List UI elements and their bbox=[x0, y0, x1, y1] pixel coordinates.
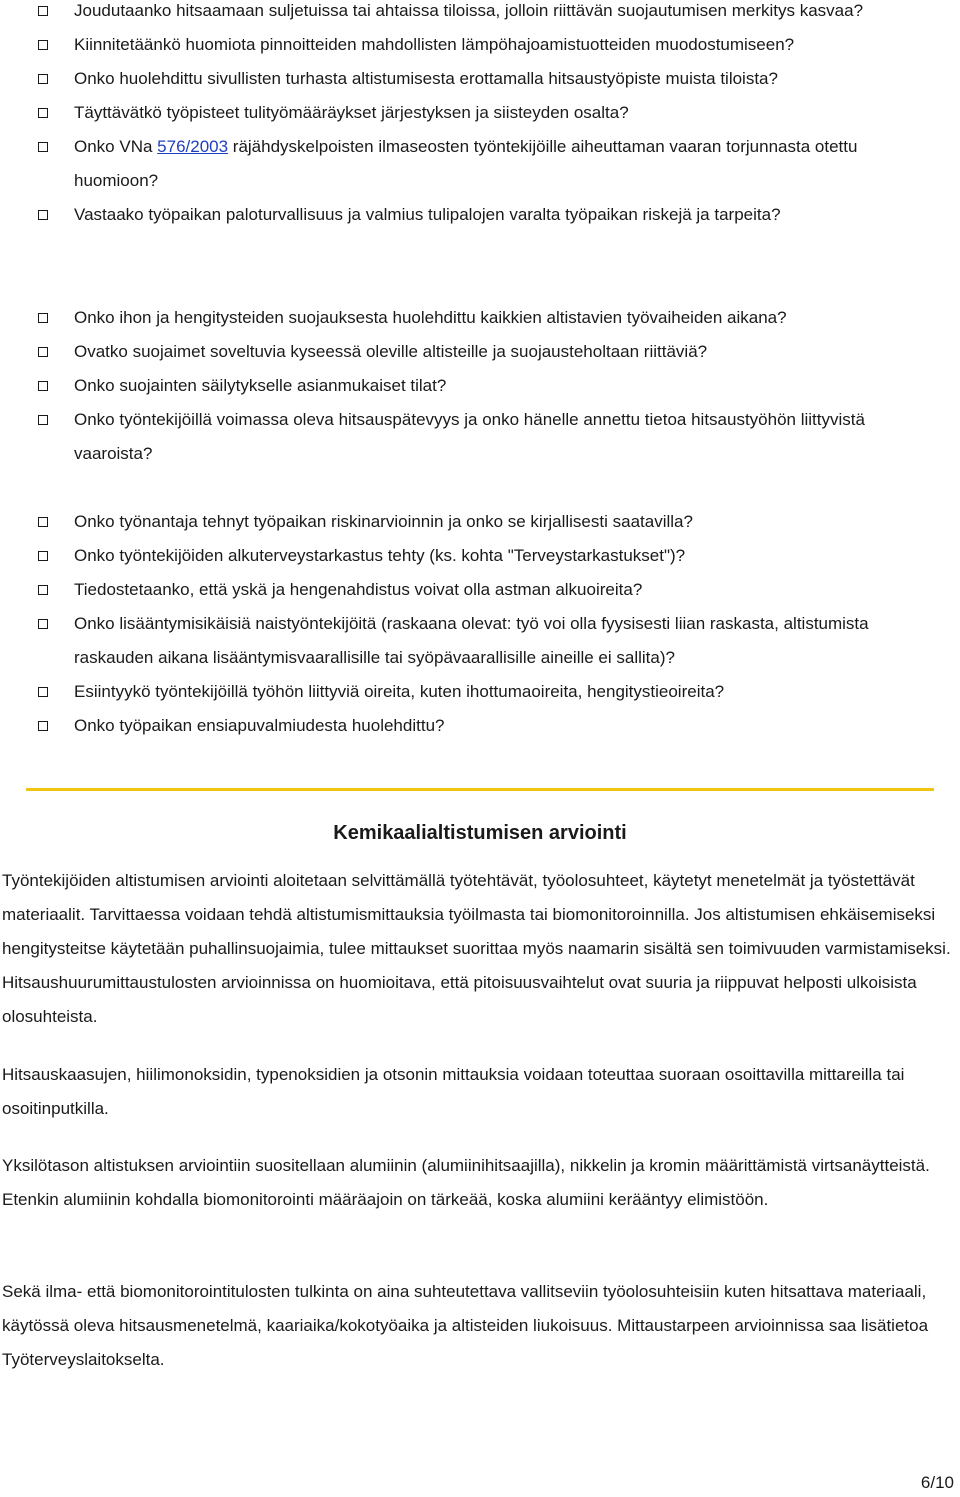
checkbox-icon[interactable] bbox=[38, 721, 48, 731]
checklist-group-2 bbox=[0, 301, 960, 471]
checkbox-icon[interactable] bbox=[38, 381, 48, 391]
checkbox-icon[interactable] bbox=[38, 585, 48, 595]
checklist-item: Kiinnitetäänkö huomiota pinnoitteiden mahdollisten lämpöhajoamistuotteiden muodostumiseen? bbox=[0, 28, 960, 62]
checkbox-icon[interactable] bbox=[38, 415, 48, 425]
section-divider bbox=[26, 788, 934, 791]
checklist-item: Ovatko suojaimet soveltuvia kyseessä oleville altisteille ja suojausteholtaan riittäviä? bbox=[0, 335, 960, 369]
section-heading: Kemikaalialtistumisen arviointi bbox=[333, 822, 627, 844]
checklist-item: Onko työntekijöillä voimassa oleva hitsauspätevyys ja onko hänelle annettu tietoa hitsaustyöhön liittyvistä vaaroista? bbox=[0, 403, 960, 471]
checklist-item: Onko VNa 576/2003 räjähdyskelpoisten ilmaseosten työntekijöille aiheuttaman vaaran torjunnasta otettu huomioon? bbox=[0, 130, 960, 198]
checkbox-icon[interactable] bbox=[38, 517, 48, 527]
checklist-item: Onko suojainten säilytykselle asianmukaiset tilat? bbox=[0, 369, 960, 403]
checkbox-icon[interactable] bbox=[38, 6, 48, 16]
checklist-item: Onko huolehdittu sivullisten turhasta altistumisesta erottamalla hitsaustyöpiste muista tiloista? bbox=[0, 62, 960, 96]
checklist-group-3 bbox=[0, 505, 960, 743]
checkbox-icon[interactable] bbox=[38, 313, 48, 323]
checkbox-icon[interactable] bbox=[38, 142, 48, 152]
page-number: 6/10 bbox=[920, 1473, 954, 1492]
paragraph: Yksilötason altistuksen arviointiin suositellaan alumiinin (alumiinihitsaajilla), nikkelin ja kromin määrittämistä virtsanäytteistä. Etenkin alumiinin kohdalla biomonitorointi määräajoin on tärkeää, koska alumiini kerääntyy elimistöön. bbox=[2, 1156, 930, 1209]
checklist-item: Joudutaanko hitsaamaan suljetuissa tai ahtaissa tiloissa, jolloin riittävän suojautumisen merkitys kasvaa? bbox=[0, 0, 960, 28]
regulation-link[interactable]: 576/2003 bbox=[157, 137, 229, 156]
checkbox-icon[interactable] bbox=[38, 347, 48, 357]
checklist-item: Tiedostetaanko, että yskä ja hengenahdistus voivat olla astman alkuoireita? bbox=[0, 573, 960, 607]
checkbox-icon[interactable] bbox=[38, 687, 48, 697]
checkbox-icon[interactable] bbox=[38, 210, 48, 220]
checkbox-icon[interactable] bbox=[38, 74, 48, 84]
checklist-item: Onko työnantaja tehnyt työpaikan riskinarvioinnin ja onko se kirjallisesti saatavilla? bbox=[0, 505, 960, 539]
checkbox-icon[interactable] bbox=[38, 40, 48, 50]
checkbox-icon[interactable] bbox=[38, 108, 48, 118]
checklist-item: Onko työpaikan ensiapuvalmiudesta huolehdittu? bbox=[0, 709, 960, 743]
checklist-item: Esiintyykö työntekijöillä työhön liittyviä oireita, kuten ihottumaoireita, hengitystieoireita? bbox=[0, 675, 960, 709]
checklist-item: Vastaako työpaikan paloturvallisuus ja valmius tulipalojen varalta työpaikan riskejä ja tarpeita? bbox=[0, 198, 960, 232]
checklist-item: Onko ihon ja hengitysteiden suojauksesta huolehdittu kaikkien altistavien työvaiheiden aikana? bbox=[0, 301, 960, 335]
checklist-item: Onko työntekijöiden alkuterveystarkastus tehty (ks. kohta "Terveystarkastukset")? bbox=[0, 539, 960, 573]
checklist-item: Täyttävätkö työpisteet tulityömääräykset järjestyksen ja siisteyden osalta? bbox=[0, 96, 960, 130]
checklist-item: Onko lisääntymisikäisiä naistyöntekijöitä (raskaana olevat: työ voi olla fyysisesti liian raskasta, altistumista raskauden aikana lisääntymisvaarallisille tai syöpävaarallisille aineille ei sallita)? bbox=[0, 607, 960, 675]
checkbox-icon[interactable] bbox=[38, 619, 48, 629]
checklist-group-1 bbox=[0, 0, 960, 232]
paragraph: Työntekijöiden altistumisen arviointi aloitetaan selvittämällä työtehtävät, työolosuhteet, käytetyt menetelmät ja työstettävät materiaalit. Tarvittaessa voidaan tehdä altistumismittauksia työilmasta tai biomonitoroinnilla. Jos altistumisen ehkäisemiseksi hengitysteitse käytetään puhallinsuojaimia, tulee mittaukset suorittaa myös naamarin sisältä sen toimivuuden varmistamiseksi. Hitsaushuurumittaustulosten arvioinnissa on huomioitava, että pitoisuusvaihtelut ovat suuria ja riippuvat helposti ulkoisista olosuhteista. bbox=[2, 871, 951, 1026]
paragraph: Sekä ilma- että biomonitorointitulosten tulkinta on aina suhteutettava vallitseviin työolosuhteisiin kuten hitsattava materiaali, käytössä oleva hitsausmenetelmä, kaariaika/kokotyöaika ja altisteiden liukoisuus. Mittaustarpeen arvioinnissa saa lisätietoa Työterveyslaitokselta. bbox=[2, 1282, 929, 1369]
paragraph: Hitsauskaasujen, hiilimonoksidin, typenoksidien ja otsonin mittauksia voidaan toteuttaa suoraan osoittavilla mittareilla tai osoitinputkilla. bbox=[2, 1065, 905, 1118]
checkbox-icon[interactable] bbox=[38, 551, 48, 561]
